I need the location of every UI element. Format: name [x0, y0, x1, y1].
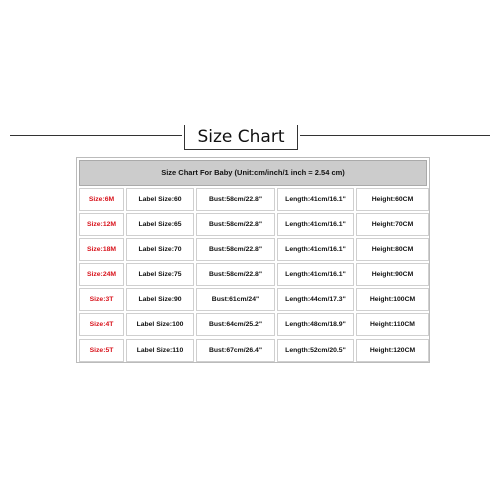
height-cell: Height:110CM	[356, 313, 429, 336]
table-body	[79, 188, 429, 364]
length-cell: Length:41cm/16.1"	[277, 188, 354, 211]
bust-cell: Bust:64cm/25.2"	[196, 313, 275, 336]
size-cell: Size:3T	[79, 288, 124, 311]
bust-cell: Bust:58cm/22.8"	[196, 213, 275, 236]
size-chart-table	[76, 157, 430, 363]
size-cell: Size:12M	[79, 213, 124, 236]
title-rule-left	[10, 135, 182, 136]
bust-cell: Bust:58cm/22.8"	[196, 238, 275, 261]
label-size-cell: Label Size:70	[126, 238, 194, 261]
size-cell: Size:24M	[79, 263, 124, 286]
size-cell: Size:4T	[79, 313, 124, 336]
title-rule-right	[300, 135, 490, 136]
table-row	[79, 288, 429, 313]
height-cell: Height:80CM	[356, 238, 429, 261]
size-cell: Size:6M	[79, 188, 124, 211]
bust-cell: Bust:61cm/24"	[196, 288, 275, 311]
height-cell: Height:70CM	[356, 213, 429, 236]
size-cell: Size:18M	[79, 238, 124, 261]
table-row	[79, 238, 429, 263]
label-size-cell: Label Size:110	[126, 339, 194, 362]
table-row	[79, 213, 429, 238]
table-row	[79, 188, 429, 213]
label-size-cell: Label Size:60	[126, 188, 194, 211]
bust-cell: Bust:58cm/22.8"	[196, 188, 275, 211]
bust-cell: Bust:58cm/22.8"	[196, 263, 275, 286]
height-cell: Height:90CM	[356, 263, 429, 286]
table-row	[79, 339, 429, 364]
page-title: Size Chart	[184, 125, 298, 150]
length-cell: Length:52cm/20.5"	[277, 339, 354, 362]
table-row	[79, 263, 429, 288]
length-cell: Length:44cm/17.3"	[277, 288, 354, 311]
label-size-cell: Label Size:65	[126, 213, 194, 236]
label-size-cell: Label Size:90	[126, 288, 194, 311]
table-header: Size Chart For Baby (Unit:cm/inch/1 inch = 2.54 cm)	[79, 160, 427, 186]
bust-cell: Bust:67cm/26.4"	[196, 339, 275, 362]
height-cell: Height:100CM	[356, 288, 429, 311]
label-size-cell: Label Size:100	[126, 313, 194, 336]
table-row	[79, 313, 429, 338]
height-cell: Height:120CM	[356, 339, 429, 362]
height-cell: Height:60CM	[356, 188, 429, 211]
length-cell: Length:41cm/16.1"	[277, 238, 354, 261]
label-size-cell: Label Size:75	[126, 263, 194, 286]
length-cell: Length:41cm/16.1"	[277, 213, 354, 236]
size-cell: Size:5T	[79, 339, 124, 362]
length-cell: Length:48cm/18.9"	[277, 313, 354, 336]
length-cell: Length:41cm/16.1"	[277, 263, 354, 286]
